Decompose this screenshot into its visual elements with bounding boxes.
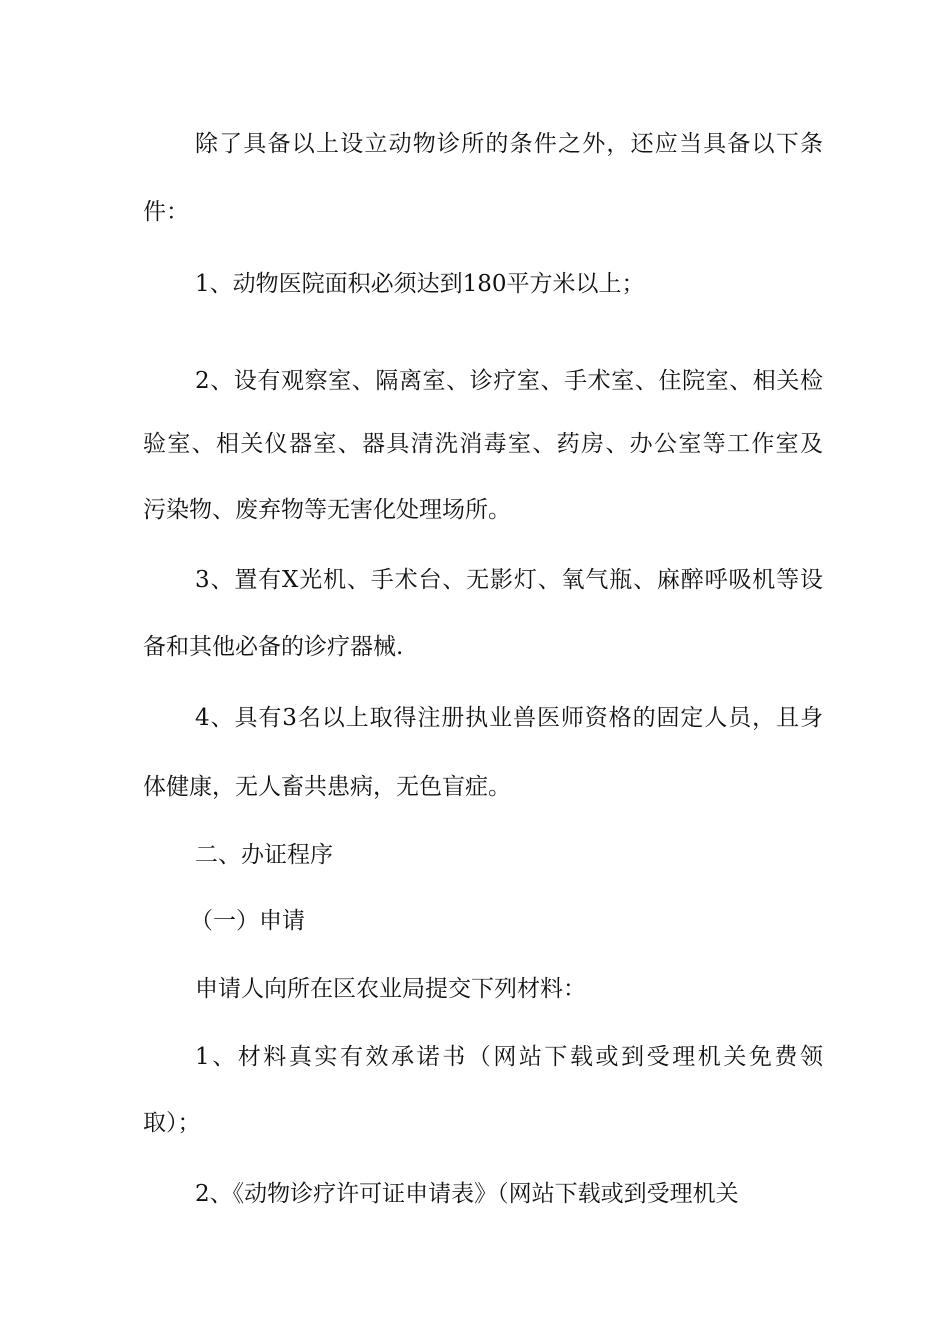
paragraph-line-2: 件： — [143, 199, 189, 225]
requirement-1-line: 1、动物医院面积必须达到180平方米以上； — [195, 271, 645, 297]
material-2-line-1: 2、《动物诊疗许可证申请表》（网站下载或到受理机关 — [195, 1181, 739, 1207]
material-1-line-2: 取）； — [143, 1110, 201, 1136]
requirement-4-line-2: 体健康，无人畜共患病，无色盲症。 — [143, 774, 511, 800]
requirement-3-line-2: 备和其他必备的诊疗器械. — [143, 634, 404, 660]
paragraph-line-1: 除了具备以上设立动物诊所的条件之外，还应当具备以下条 — [195, 131, 823, 157]
requirement-4-line-1: 4、具有3名以上取得注册执业兽医师资格的固定人员，且身 — [195, 705, 823, 731]
requirement-2-line-3: 污染物、废弃物等无害化处理场所。 — [143, 497, 511, 523]
requirement-3-line-1: 3、置有X光机、手术台、无影灯、氧气瓶、麻醉呼吸机等设 — [195, 567, 823, 593]
requirement-2-line-2: 验室、相关仪器室、器具清洗消毒室、药房、办公室等工作室及 — [143, 431, 823, 457]
material-1-line-1: 1、材料真实有效承诺书（网站下载或到受理机关免费领 — [195, 1044, 823, 1070]
requirement-2-line-1: 2、设有观察室、隔离室、诊疗室、手术室、住院室、相关检 — [195, 368, 823, 394]
materials-intro: 申请人向所在区农业局提交下列材料： — [195, 976, 586, 1002]
subsection-heading: （一）申请 — [190, 908, 305, 934]
section-heading: 二、办证程序 — [195, 842, 333, 868]
